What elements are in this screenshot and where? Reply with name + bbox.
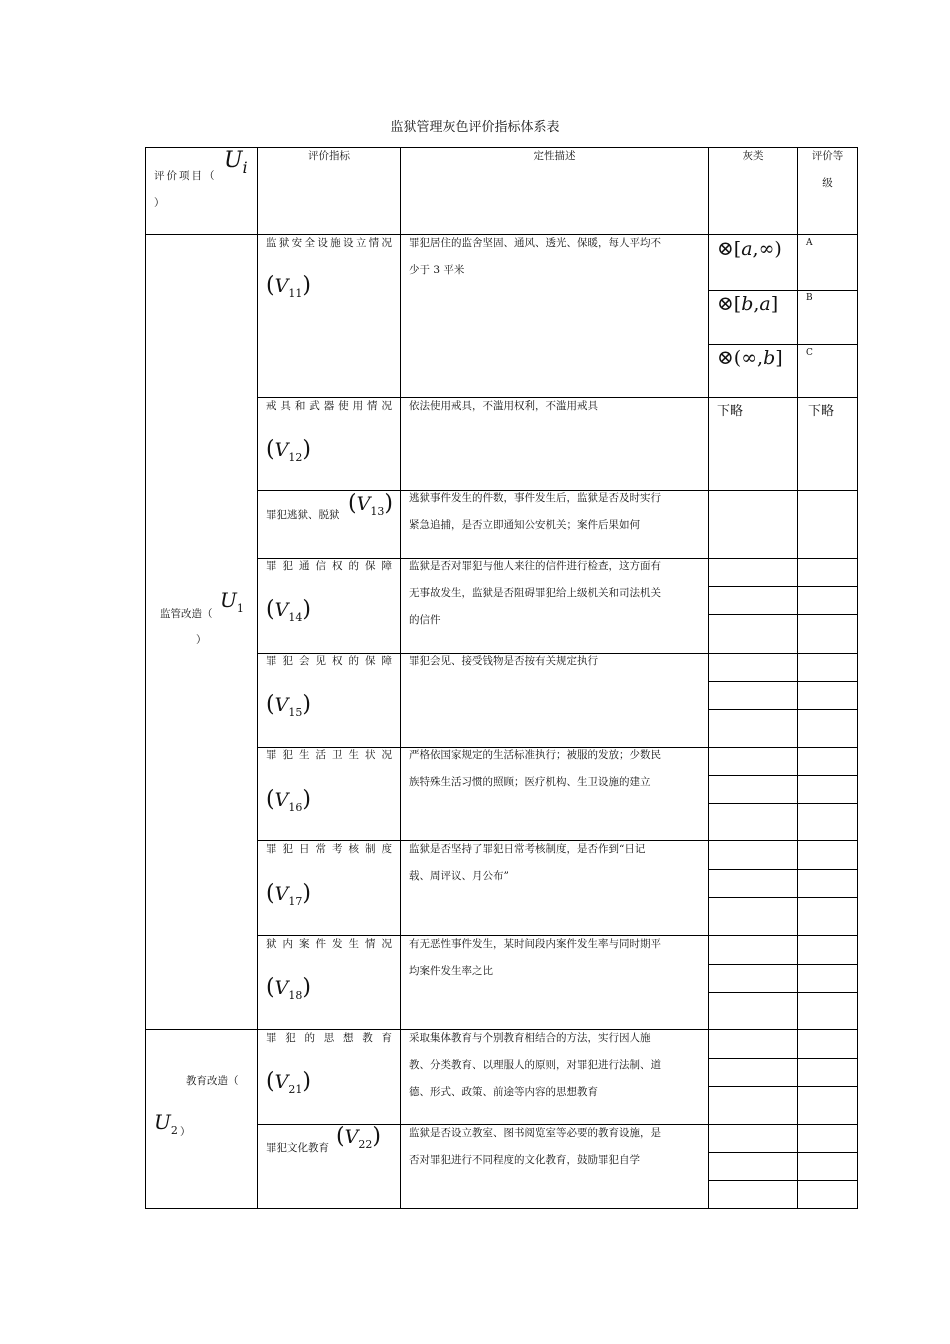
table-title: 监狱管理灰色评价指标体系表 bbox=[390, 120, 560, 135]
indicator-v11: 监狱安全设施设立情况 bbox=[266, 237, 392, 249]
group-u2-label: 教育改造（ bbox=[186, 1075, 239, 1087]
grade-a: A bbox=[806, 238, 813, 248]
header-project-close: ） bbox=[154, 197, 165, 209]
description-v18 bbox=[409, 931, 701, 985]
description-line: 均案件发生率之比 bbox=[409, 965, 493, 977]
description-line: 德、形式、政策、前途等内容的思想教育 bbox=[409, 1086, 598, 1098]
indicator-v17-symbol: $(V_{17})$ bbox=[266, 881, 311, 908]
group-u1-label: 监管改造（ bbox=[160, 608, 213, 620]
indicator-v21: 罪犯的思想教育 bbox=[266, 1032, 392, 1044]
indicator-v12: 戒具和武器使用情况 bbox=[266, 400, 392, 412]
header-gray-class: 灰类 bbox=[742, 150, 764, 162]
indicator-v14-symbol: $(V_{14})$ bbox=[266, 597, 311, 624]
indicator-v16-symbol: $(V_{16})$ bbox=[266, 787, 311, 814]
description-line: 监狱是否坚持了罪犯日常考核制度，是否作到“日记 bbox=[409, 843, 646, 855]
description-line: 无事故发生，监狱是否阻碍罪犯给上级机关和司法机关 bbox=[409, 587, 661, 599]
indicator-v13-symbol: $(V_{13})$ bbox=[348, 491, 393, 518]
description-v14 bbox=[409, 553, 701, 634]
description-v17 bbox=[409, 836, 701, 890]
description-line: 载、周评议、月公布” bbox=[409, 870, 509, 882]
header-grade bbox=[798, 143, 857, 197]
indicator-v22-symbol: $(V_{22})$ bbox=[336, 1124, 381, 1151]
gray-class-c: ⊗(∞,b] bbox=[717, 345, 783, 369]
description-v12 bbox=[409, 393, 701, 420]
group-u1-symbol: $U_1$ bbox=[220, 588, 244, 615]
group-u1-close: ） bbox=[196, 634, 207, 646]
group-u2-close: ） bbox=[180, 1126, 191, 1138]
header-grade-line2: 级 bbox=[822, 177, 833, 189]
description-line: 采取集体教育与个别教育相结合的方法，实行因人施 bbox=[409, 1032, 651, 1044]
description-line: 罪犯会见、接受钱物是否按有关规定执行 bbox=[409, 655, 598, 667]
header-project-symbol: $U_i$ bbox=[224, 148, 248, 177]
description-v11 bbox=[409, 230, 701, 284]
indicator-v16: 罪犯生活卫生状况 bbox=[266, 749, 392, 761]
header-indicator: 评价指标 bbox=[308, 150, 350, 162]
indicator-v13: 罪犯逃狱、脱狱 bbox=[266, 509, 340, 521]
description-line: 逃狱事件发生的件数，事件发生后，监狱是否及时实行 bbox=[409, 492, 661, 504]
gray-class-a: ⊗[a,∞) bbox=[717, 236, 782, 260]
description-line: 族特殊生活习惯的照顾；医疗机构、生卫设施的建立 bbox=[409, 776, 651, 788]
description-line: 监狱是否设立教室、图书阅览室等必要的教育设施，是 bbox=[409, 1127, 661, 1139]
description-line: 紧急追捕，是否立即通知公安机关；案件后果如何 bbox=[409, 519, 640, 531]
grade-omitted: 下略 bbox=[808, 404, 835, 419]
group-u2-symbol: $U_2$ bbox=[154, 1110, 178, 1137]
indicator-v14: 罪犯通信权的保障 bbox=[266, 560, 392, 572]
description-line: 少于 3 平米 bbox=[409, 264, 465, 276]
indicator-v12-symbol: $(V_{12})$ bbox=[266, 437, 311, 464]
gray-class-b: ⊗[b,a] bbox=[717, 291, 779, 315]
indicator-v21-symbol: $(V_{21})$ bbox=[266, 1069, 311, 1096]
description-line: 否对罪犯进行不同程度的文化教育，鼓励罪犯自学 bbox=[409, 1154, 640, 1166]
header-description: 定性描述 bbox=[533, 150, 576, 162]
description-v13 bbox=[409, 485, 701, 539]
description-line: 有无恶性事件发生，某时间段内案件发生率与同时期平 bbox=[409, 938, 661, 950]
grade-c: C bbox=[806, 348, 813, 358]
header-project-label: 评价项目（ bbox=[154, 170, 217, 182]
description-v15 bbox=[409, 648, 701, 675]
indicator-v18-symbol: $(V_{18})$ bbox=[266, 975, 311, 1002]
indicator-v17: 罪犯日常考核制度 bbox=[266, 843, 392, 855]
description-v22 bbox=[409, 1120, 701, 1174]
indicator-v15-symbol: $(V_{15})$ bbox=[266, 692, 311, 719]
header-grade-line1: 评价等 bbox=[811, 150, 844, 162]
description-line: 依法使用戒具，不滥用权利，不滥用戒具 bbox=[409, 400, 598, 412]
description-line: 严格依国家规定的生活标准执行；被服的发放；少数民 bbox=[409, 749, 661, 761]
description-v21 bbox=[409, 1025, 701, 1106]
grade-b: B bbox=[806, 293, 813, 303]
description-v16 bbox=[409, 742, 701, 796]
indicator-v11-symbol: $(V_{11})$ bbox=[266, 273, 311, 300]
indicator-v15: 罪犯会见权的保障 bbox=[266, 655, 392, 667]
indicator-v18: 狱内案件发生情况 bbox=[266, 938, 392, 950]
description-line: 监狱是否对罪犯与他人来往的信件进行检查，这方面有 bbox=[409, 560, 661, 572]
description-line: 罪犯居住的监舍坚固、通风、透光、保暖，每人平均不 bbox=[409, 237, 661, 249]
description-line: 的信件 bbox=[409, 614, 441, 626]
indicator-v22: 罪犯文化教育 bbox=[266, 1142, 329, 1154]
gray-class-omitted: 下略 bbox=[717, 404, 744, 419]
description-line: 教、分类教育、以理服人的原则，对罪犯进行法制、道 bbox=[409, 1059, 661, 1071]
